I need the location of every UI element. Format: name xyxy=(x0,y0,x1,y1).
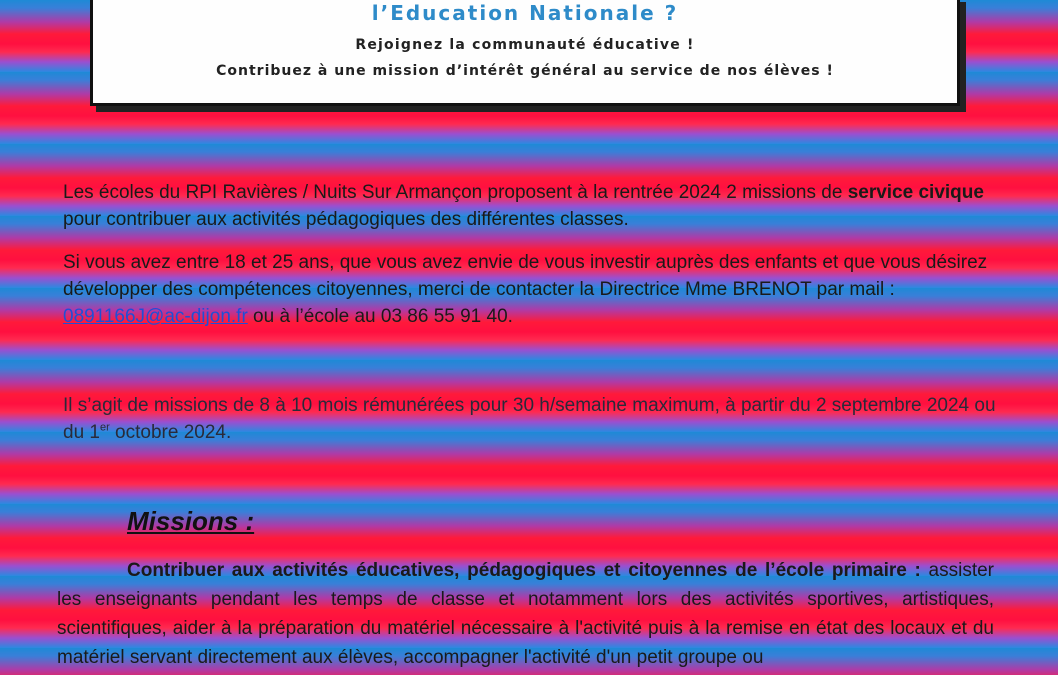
intro-paragraph xyxy=(63,179,998,233)
banner-subtitle-2: Contribuez à une mission d’intérêt général au service de nos élèves ! xyxy=(216,63,834,79)
banner-subtitle-1: Rejoignez la communauté éducative ! xyxy=(355,37,695,53)
intro-bold: service civique xyxy=(847,182,984,203)
duration-text-after: octobre 2024. xyxy=(109,422,232,443)
ordinal-superscript: er xyxy=(99,421,110,434)
missions-heading: Missions : xyxy=(127,506,255,536)
contact-paragraph xyxy=(63,249,998,330)
missions-paragraph xyxy=(57,556,994,672)
email-link[interactable]: 0891166J@ac-dijon.fr xyxy=(63,306,248,327)
contact-text-after: ou à l’école au 03 86 55 91 40. xyxy=(247,306,513,327)
missions-lead: Contribuer aux activités éducatives, pédagogiques et citoyennes de l’école primaire : xyxy=(127,560,921,581)
duration-text-before: Il s’agit de missions de 8 à 10 mois rémunérées pour 30 h/semaine maximum, à partir du 2 septembre 2024 ou du 1 xyxy=(63,395,996,443)
banner-title: l’Education Nationale ? xyxy=(371,1,679,25)
contact-text-before: Si vous avez entre 18 et 25 ans, que vous avez envie de vous investir auprès des enfants et que vous désirez développer des compétences citoyennes, merci de contacter la Directrice Mme BRENOT par mail : xyxy=(63,252,988,300)
header-banner xyxy=(90,0,960,106)
intro-text-before: Les écoles du RPI Ravières / Nuits Sur Armançon proposent à la rentrée 2024 2 missions de xyxy=(63,182,848,203)
duration-paragraph xyxy=(63,392,998,446)
missions-body-text: assister les enseignants pendant les temps de classe et notamment lors des activités sportives, artistiques, scientifiques, aider à la préparation du matériel nécessaire à l'activité puis à la remise en état des locaux et du matériel servant directement aux élèves, accompagner l'activité d'un petit groupe ou xyxy=(57,560,994,668)
intro-text-after: pour contribuer aux activités pédagogiques des différentes classes. xyxy=(63,209,629,230)
